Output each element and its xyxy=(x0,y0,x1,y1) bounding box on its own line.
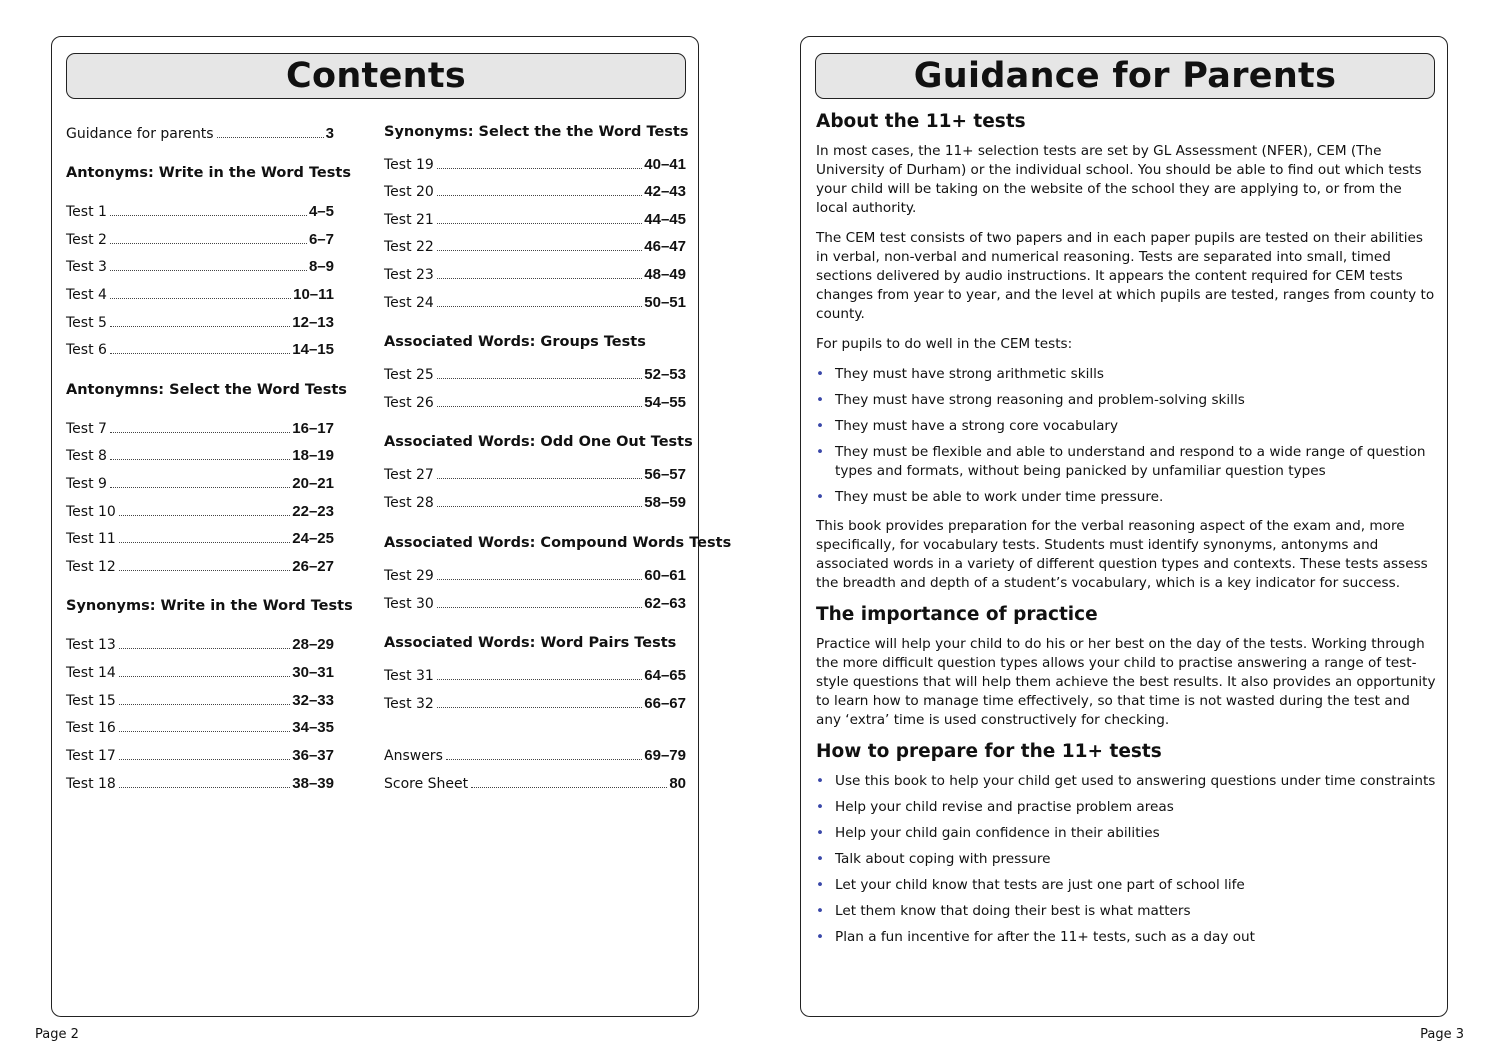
list-item xyxy=(816,798,1436,817)
toc-section-heading: Antonymns: Select the Word Tests xyxy=(66,382,347,398)
list-item-text: Help your child revise and practise problem areas xyxy=(835,799,1174,815)
list-item-text: They must have a strong core vocabulary xyxy=(835,418,1119,434)
toc-entry[interactable] xyxy=(384,365,686,385)
toc-leader-dots xyxy=(119,758,290,760)
toc-entry-pages: 46–47 xyxy=(644,238,686,255)
list-item-text: Help your child gain confidence in their abilities xyxy=(835,825,1160,841)
toc-leader-dots xyxy=(437,305,642,307)
toc-entry-label: Test 19 xyxy=(384,157,434,173)
toc-entry-pages: 38–39 xyxy=(292,775,334,792)
toc-leader-dots xyxy=(217,136,324,138)
toc-entry-label: Test 17 xyxy=(66,748,116,764)
toc-entry-label: Test 16 xyxy=(66,720,116,736)
list-item xyxy=(816,876,1436,895)
toc-entry-label: Test 29 xyxy=(384,568,434,584)
toc-section-heading: Synonyms: Select the the Word Tests xyxy=(384,124,689,140)
toc-leader-dots xyxy=(119,514,290,516)
paragraph: This book provides preparation for the verbal reasoning aspect of the exam and, more specifically, for vocabulary tests. Students must identify synonyms, antonyms and associated words in a variety of different question types and contexts. These tests assess the breadth and depth of a student’s vocabulary, which is a key indicator for success. xyxy=(816,518,1428,591)
toc-entry-label: Test 12 xyxy=(66,559,116,575)
toc-entry[interactable] xyxy=(66,691,334,711)
toc-entry-pages: 52–53 xyxy=(644,366,686,383)
toc-entry[interactable] xyxy=(66,663,334,683)
list-item-text: They must be flexible and able to understand and respond to a wide range of question types and formats, without being panicked by unfamiliar question types xyxy=(835,444,1426,479)
section-heading: The importance of practice xyxy=(816,604,1098,625)
toc-entry[interactable] xyxy=(66,340,334,360)
paragraph: Practice will help your child to do his or her best on the day of the tests. Working through the more difficult question types allows your child to practise answering a range of test-style questions that will help them achieve the best results. It also provides an opportunity to learn how to manage time effectively, so that time is not wasted during the test and any ‘extra’ time is used constructively for checking. xyxy=(816,636,1436,728)
toc-entry[interactable] xyxy=(384,746,686,766)
list-item xyxy=(816,928,1436,947)
toc-entry[interactable] xyxy=(66,529,334,549)
list-item-text: They must have strong reasoning and problem-solving skills xyxy=(835,392,1245,408)
list-item-text: They must have strong arithmetic skills xyxy=(835,366,1105,382)
toc-entry-pages: 16–17 xyxy=(292,420,334,437)
toc-entry-label: Test 13 xyxy=(66,637,116,653)
toc-entry-pages: 30–31 xyxy=(292,664,334,681)
toc-entry-label: Test 7 xyxy=(66,421,107,437)
toc-entry-label: Test 32 xyxy=(384,696,434,712)
toc-entry-label: Test 30 xyxy=(384,596,434,612)
toc-leader-dots xyxy=(110,297,291,299)
toc-entry[interactable] xyxy=(66,557,334,577)
toc-entry-label: Test 26 xyxy=(384,395,434,411)
toc-entry-label: Test 25 xyxy=(384,367,434,383)
bullet-icon: • xyxy=(816,444,825,460)
list-item-text: Talk about coping with pressure xyxy=(835,851,1051,867)
toc-entry-label: Test 21 xyxy=(384,212,434,228)
toc-entry-pages: 20–21 xyxy=(292,475,334,492)
toc-entry-label: Test 9 xyxy=(66,476,107,492)
toc-leader-dots xyxy=(110,269,307,271)
bullet-icon: • xyxy=(816,799,825,815)
toc-entry-label: Test 5 xyxy=(66,315,107,331)
toc-leader-dots xyxy=(437,377,642,379)
list-item xyxy=(816,772,1436,791)
toc-entry[interactable] xyxy=(384,182,686,202)
toc-entry-pages: 56–57 xyxy=(644,466,686,483)
toc-entry[interactable] xyxy=(66,474,334,494)
bullet-list xyxy=(816,365,1436,507)
toc-entry-pages: 44–45 xyxy=(644,211,686,228)
toc-entry[interactable] xyxy=(66,419,334,439)
toc-entry[interactable] xyxy=(384,265,686,285)
toc-entry[interactable] xyxy=(66,635,334,655)
toc-entry-pages: 28–29 xyxy=(292,636,334,653)
toc-entry[interactable] xyxy=(384,594,686,614)
toc-leader-dots xyxy=(437,222,642,224)
page-number-right: Page 3 xyxy=(1420,1027,1464,1042)
guidance-body xyxy=(816,107,1436,957)
toc-leader-dots xyxy=(437,249,642,251)
toc-leader-dots xyxy=(119,675,290,677)
list-item xyxy=(816,365,1436,384)
bullet-list xyxy=(816,772,1436,947)
list-item-text: Use this book to help your child get used to answering questions under time constraints xyxy=(835,773,1436,789)
toc-leader-dots xyxy=(119,569,290,571)
toc-entry-label: Test 18 xyxy=(66,776,116,792)
bullet-icon: • xyxy=(816,773,825,789)
toc-entry-pages: 3 xyxy=(325,125,334,142)
toc-entry-pages: 24–25 xyxy=(292,530,334,547)
toc-entry-label: Test 2 xyxy=(66,232,107,248)
toc-entry[interactable] xyxy=(384,774,686,794)
toc-entry-label: Test 31 xyxy=(384,668,434,684)
toc-leader-dots xyxy=(437,477,642,479)
bullet-icon: • xyxy=(816,418,825,434)
toc-entry-pages: 32–33 xyxy=(292,692,334,709)
toc-entry[interactable] xyxy=(384,465,686,485)
toc-entry-label: Guidance for parents xyxy=(66,126,214,142)
list-item xyxy=(816,824,1436,843)
toc-leader-dots xyxy=(110,214,307,216)
toc-entry[interactable] xyxy=(66,124,334,144)
toc-entry-label: Test 3 xyxy=(66,259,107,275)
toc-entry[interactable] xyxy=(384,210,686,230)
toc-entry[interactable] xyxy=(384,694,686,714)
toc-entry-label: Score Sheet xyxy=(384,776,469,792)
bullet-icon: • xyxy=(816,903,825,919)
toc-entry-label: Test 15 xyxy=(66,693,116,709)
toc-leader-dots xyxy=(119,730,290,732)
page-number-left: Page 2 xyxy=(35,1027,79,1042)
toc-leader-dots xyxy=(110,325,290,327)
toc-entry-label: Test 1 xyxy=(66,204,107,220)
list-item xyxy=(816,488,1436,507)
toc-section-heading: Associated Words: Word Pairs Tests xyxy=(384,635,677,651)
toc-entry-pages: 64–65 xyxy=(644,667,686,684)
toc-entry-label: Test 4 xyxy=(66,287,107,303)
toc-leader-dots xyxy=(437,678,642,680)
toc-leader-dots xyxy=(110,486,290,488)
toc-section-heading: Synonyms: Write in the Word Tests xyxy=(66,598,353,614)
guidance-page xyxy=(800,36,1448,1017)
paragraph: The CEM test consists of two papers and in each paper pupils are tested on their abilities in verbal, non-verbal and numerical reasoning. Tests are separated into small, timed sections delivered by audio instructions. It appears the content required for CEM tests changes from year to year, and the level at which pupils are tested, ranges from county to county. xyxy=(816,230,1435,322)
section-heading: About the 11+ tests xyxy=(816,111,1026,132)
toc-entry[interactable] xyxy=(66,230,334,250)
toc-entry-pages: 42–43 xyxy=(644,183,686,200)
guidance-title: Guidance for Parents xyxy=(815,53,1435,99)
list-item-text: They must be able to work under time pressure. xyxy=(835,489,1164,505)
list-item-text: Plan a fun incentive for after the 11+ tests, such as a day out xyxy=(835,929,1255,945)
section-heading: How to prepare for the 11+ tests xyxy=(816,741,1162,762)
toc-entry-pages: 12–13 xyxy=(292,314,334,331)
paragraph: In most cases, the 11+ selection tests are set by GL Assessment (NFER), CEM (The University of Durham) or the individual school. You should be able to find out which tests your child will be taking on the website of the school they are applying to, or from the local authority. xyxy=(816,143,1422,216)
toc-entry[interactable] xyxy=(384,393,686,413)
toc-entry-pages: 26–27 xyxy=(292,558,334,575)
toc-entry[interactable] xyxy=(384,666,686,686)
toc-entry[interactable] xyxy=(384,493,686,513)
toc-entry-label: Test 6 xyxy=(66,342,107,358)
toc-entry[interactable] xyxy=(384,293,686,313)
toc-leader-dots xyxy=(119,647,290,649)
toc-leader-dots xyxy=(437,706,642,708)
toc-entry-pages: 36–37 xyxy=(292,747,334,764)
toc-leader-dots xyxy=(110,242,307,244)
toc-leader-dots xyxy=(110,458,290,460)
toc-entry-label: Test 22 xyxy=(384,239,434,255)
toc-entry[interactable] xyxy=(66,446,334,466)
bullet-icon: • xyxy=(816,489,825,505)
toc-entry[interactable] xyxy=(66,257,334,277)
toc-entry[interactable] xyxy=(66,502,334,522)
toc-leader-dots xyxy=(437,606,642,608)
bullet-icon: • xyxy=(816,825,825,841)
toc-entry-label: Test 23 xyxy=(384,267,434,283)
toc-entry-pages: 8–9 xyxy=(308,258,334,275)
toc-entry-label: Test 24 xyxy=(384,295,434,311)
toc-entry-pages: 40–41 xyxy=(644,156,686,173)
bullet-icon: • xyxy=(816,392,825,408)
toc-entry-pages: 60–61 xyxy=(644,567,686,584)
toc-entry[interactable] xyxy=(66,746,334,766)
toc-entry-label: Test 20 xyxy=(384,184,434,200)
toc-entry-pages: 22–23 xyxy=(292,503,334,520)
toc-entry-pages: 18–19 xyxy=(292,447,334,464)
toc-entry[interactable] xyxy=(66,285,334,305)
toc-entry-pages: 58–59 xyxy=(644,494,686,511)
toc-entry-label: Test 8 xyxy=(66,448,107,464)
list-item-text: Let your child know that tests are just one part of school life xyxy=(835,877,1245,893)
toc-entry[interactable] xyxy=(384,237,686,257)
toc-entry-pages: 10–11 xyxy=(293,286,334,303)
toc-entry-pages: 4–5 xyxy=(308,203,334,220)
toc-entry[interactable] xyxy=(66,202,334,222)
toc-section-heading: Antonyms: Write in the Word Tests xyxy=(66,165,351,181)
toc-entry-pages: 62–63 xyxy=(644,595,686,612)
toc-leader-dots xyxy=(437,405,642,407)
list-item xyxy=(816,902,1436,921)
list-item xyxy=(816,443,1436,481)
toc-entry[interactable] xyxy=(66,313,334,333)
toc-leader-dots xyxy=(471,786,667,788)
toc-entry[interactable] xyxy=(384,155,686,175)
toc-leader-dots xyxy=(446,758,642,760)
toc-entry[interactable] xyxy=(66,774,334,794)
toc-leader-dots xyxy=(110,352,290,354)
bullet-icon: • xyxy=(816,366,825,382)
list-item xyxy=(816,417,1436,436)
toc-leader-dots xyxy=(119,703,290,705)
toc-entry-pages: 54–55 xyxy=(644,394,686,411)
toc-entry-pages: 69–79 xyxy=(644,747,686,764)
paragraph: For pupils to do well in the CEM tests: xyxy=(816,336,1073,352)
bullet-icon: • xyxy=(816,929,825,945)
toc-entry-pages: 6–7 xyxy=(308,231,334,248)
toc-leader-dots xyxy=(437,578,642,580)
toc-leader-dots xyxy=(437,505,642,507)
contents-page xyxy=(51,36,732,1017)
toc-entry-label: Test 14 xyxy=(66,665,116,681)
toc-section-heading: Associated Words: Compound Words Tests xyxy=(384,535,732,551)
bullet-icon: • xyxy=(816,851,825,867)
toc-leader-dots xyxy=(437,277,642,279)
toc-leader-dots xyxy=(437,167,642,169)
toc-entry-pages: 48–49 xyxy=(644,266,686,283)
toc-entry-pages: 14–15 xyxy=(292,341,334,358)
toc-section-heading: Associated Words: Groups Tests xyxy=(384,334,646,350)
toc-entry-pages: 80 xyxy=(669,775,686,792)
toc-entry-pages: 34–35 xyxy=(292,719,334,736)
toc-entry-label: Test 27 xyxy=(384,467,434,483)
toc-entry-label: Test 10 xyxy=(66,504,116,520)
toc-leader-dots xyxy=(437,194,642,196)
toc-entry-label: Test 11 xyxy=(66,531,116,547)
list-item xyxy=(816,850,1436,869)
toc-entry[interactable] xyxy=(66,718,334,738)
list-item-text: Let them know that doing their best is what matters xyxy=(835,903,1191,919)
toc-leader-dots xyxy=(119,786,290,788)
toc-entry-pages: 66–67 xyxy=(644,695,686,712)
toc-entry-label: Answers xyxy=(384,748,443,764)
toc-leader-dots xyxy=(110,431,290,433)
toc-entry-label: Test 28 xyxy=(384,495,434,511)
bullet-icon: • xyxy=(816,877,825,893)
toc-leader-dots xyxy=(119,541,290,543)
toc-section-heading: Associated Words: Odd One Out Tests xyxy=(384,434,693,450)
contents-title: Contents xyxy=(66,53,686,99)
toc-entry[interactable] xyxy=(384,566,686,586)
list-item xyxy=(816,391,1436,410)
toc-entry-pages: 50–51 xyxy=(644,294,686,311)
